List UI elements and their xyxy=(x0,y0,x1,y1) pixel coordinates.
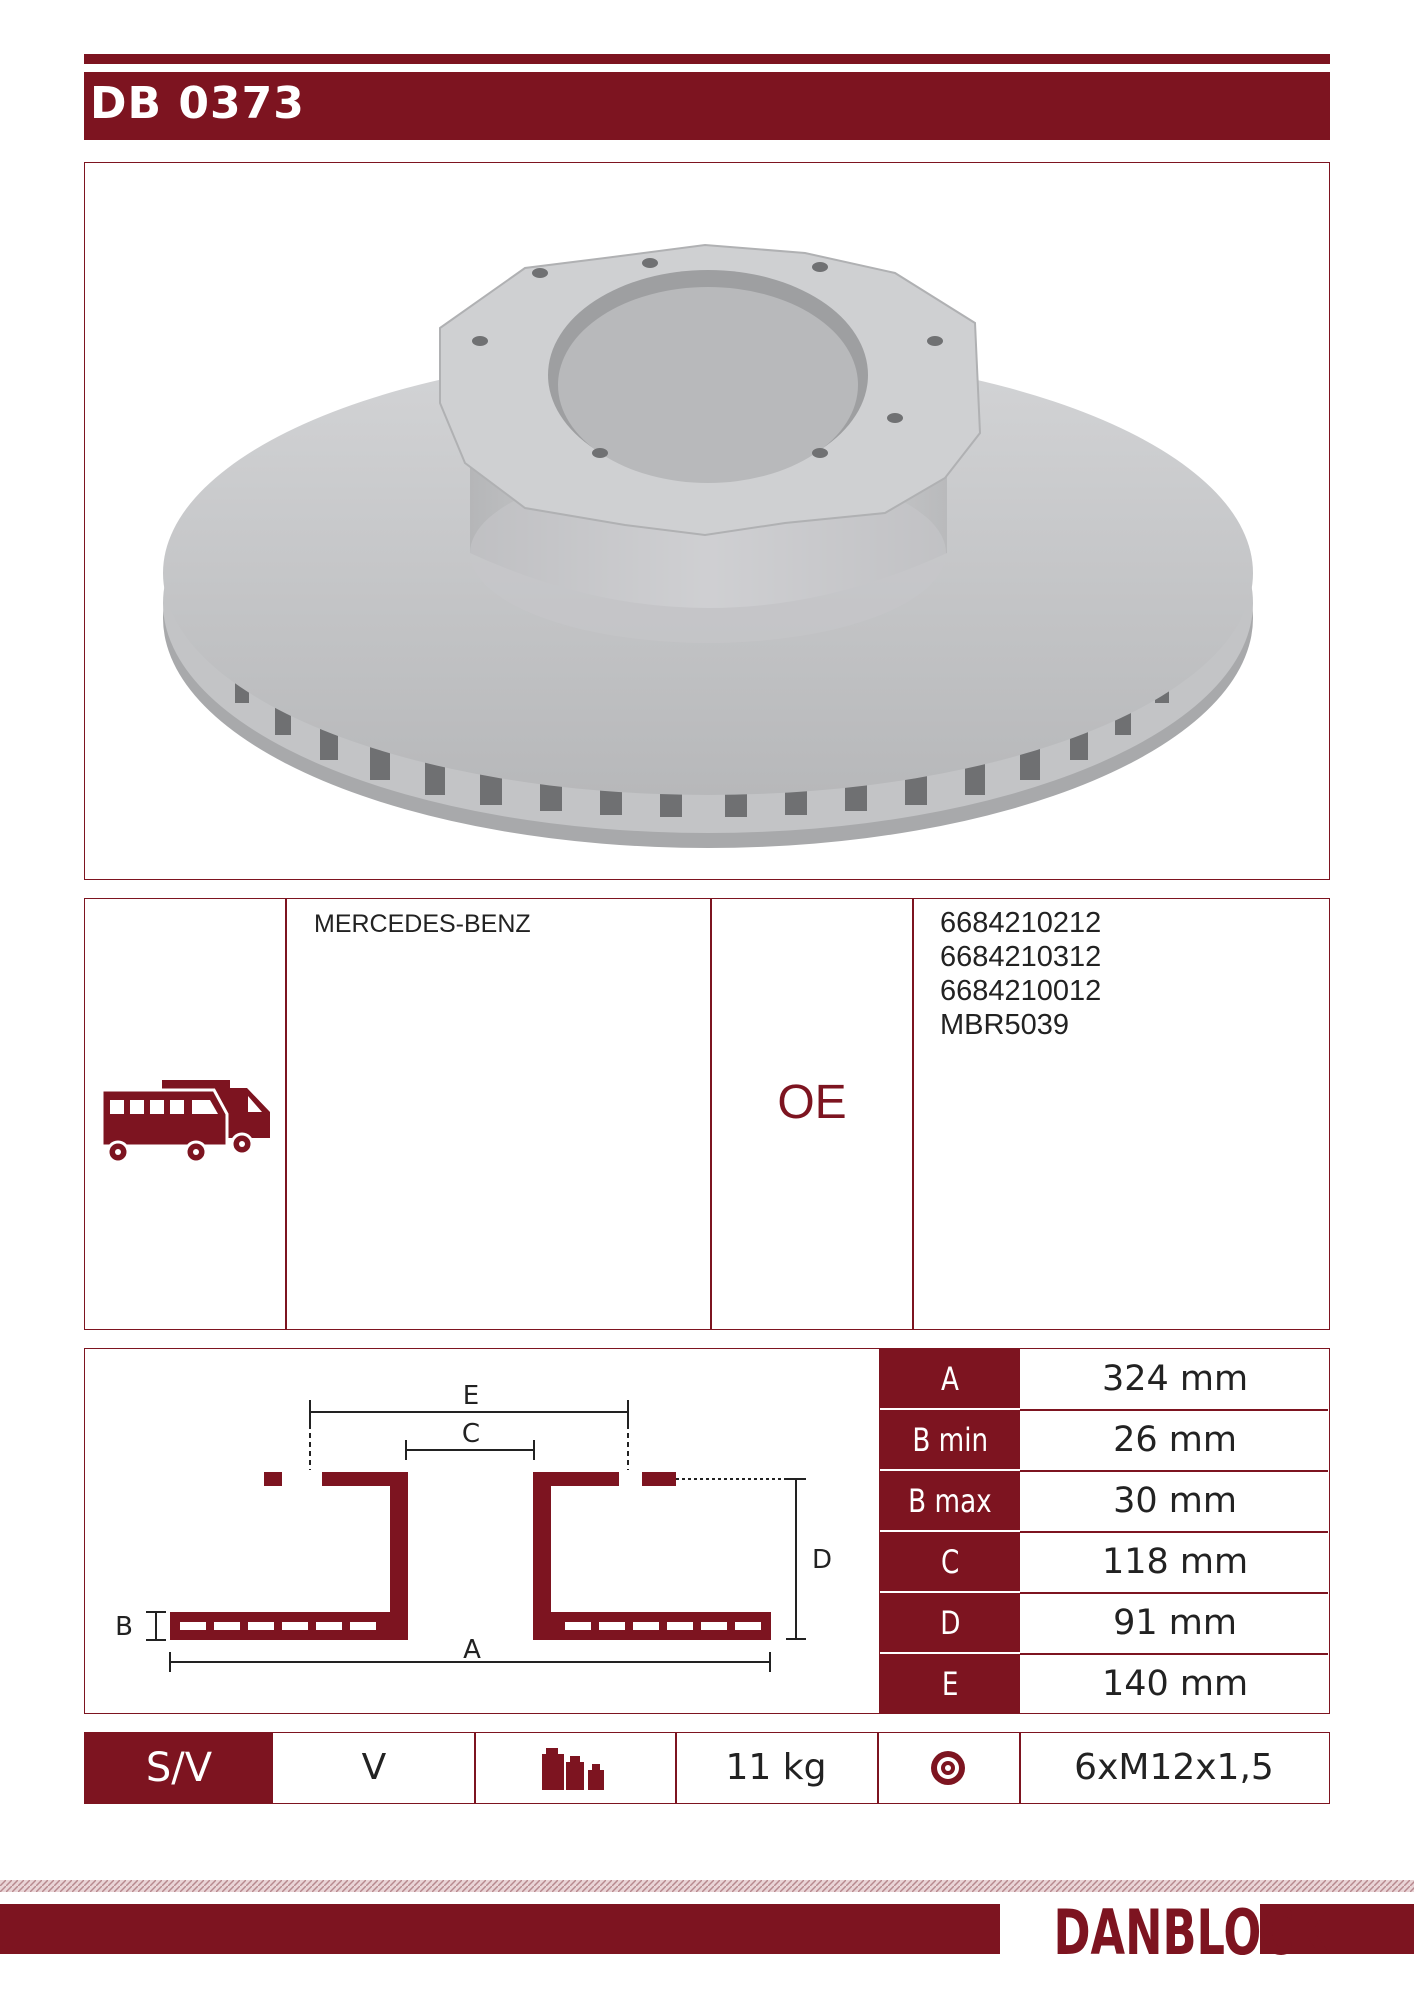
dimension-key xyxy=(880,1593,1020,1653)
dim-label-b: B xyxy=(115,1612,133,1642)
app-col-divider-1 xyxy=(285,898,287,1330)
dimension-value: 30 mm xyxy=(1113,1481,1237,1521)
dimension-key-text: C xyxy=(940,1543,960,1581)
row-divider xyxy=(1020,1409,1328,1411)
row-divider xyxy=(1020,1592,1328,1594)
oe-number: 6684210012 xyxy=(940,975,1102,1007)
dimension-key xyxy=(880,1471,1020,1531)
bolt-value: 6xM12x1,5 xyxy=(1074,1747,1274,1788)
brake-disc-image xyxy=(85,163,1328,878)
dimension-key xyxy=(880,1410,1020,1470)
dimension-key xyxy=(880,1654,1020,1714)
key-divider xyxy=(880,1591,1020,1593)
oe-number: MBR5039 xyxy=(940,1009,1069,1041)
oe-number: 6684210212 xyxy=(940,907,1102,939)
product-code: DB 0373 xyxy=(90,78,305,129)
dim-label-e: E xyxy=(462,1381,480,1411)
weights-icon xyxy=(540,1746,610,1792)
spec-divider xyxy=(877,1732,879,1804)
key-divider xyxy=(880,1408,1020,1410)
dimension-key-text: E xyxy=(941,1665,959,1703)
app-col-divider-3 xyxy=(912,898,914,1330)
row-divider xyxy=(1020,1653,1328,1655)
dim-label-a: A xyxy=(463,1635,481,1665)
oe-number-list xyxy=(940,906,1101,1042)
brand-logo xyxy=(1000,1896,1329,1969)
dimension-row-d xyxy=(880,1593,1328,1653)
oe-label: OE xyxy=(777,1076,847,1129)
dimension-key-text: A xyxy=(941,1360,959,1398)
row-divider xyxy=(1020,1470,1328,1472)
brand-name: DANBLOCK xyxy=(1053,1896,1329,1969)
bolt-circle-icon xyxy=(928,1748,968,1788)
vehicle-make: MERCEDES-BENZ xyxy=(314,910,531,938)
dimension-value: 118 mm xyxy=(1101,1542,1249,1582)
dimension-row-c xyxy=(880,1532,1328,1592)
dimension-row-b-max xyxy=(880,1471,1328,1531)
dimension-value: 26 mm xyxy=(1113,1420,1237,1460)
dim-label-c: C xyxy=(461,1419,481,1449)
footer-pattern xyxy=(0,1880,1414,1892)
oe-number: 6684210312 xyxy=(940,941,1102,973)
row-divider xyxy=(1020,1531,1328,1533)
key-divider xyxy=(880,1469,1020,1471)
dim-label-d: D xyxy=(811,1545,833,1575)
key-divider xyxy=(880,1530,1020,1532)
dimension-value: 91 mm xyxy=(1113,1603,1237,1643)
dimension-key-text: B min xyxy=(912,1421,988,1459)
dimension-key-text: B max xyxy=(908,1482,992,1520)
weight-value: 11 kg xyxy=(725,1747,827,1788)
dimension-row-a xyxy=(880,1349,1328,1409)
dimension-row-b-min xyxy=(880,1410,1328,1470)
cross-section-diagram xyxy=(100,1360,860,1700)
sv-label: S/V xyxy=(85,1733,273,1803)
product-image-frame xyxy=(84,162,1330,880)
sv-value: V xyxy=(361,1747,387,1788)
spec-divider xyxy=(474,1732,476,1804)
dimension-key xyxy=(880,1532,1020,1592)
dimension-row-e xyxy=(880,1654,1328,1714)
van-and-truck-icon xyxy=(102,1066,272,1162)
dimension-key-text: D xyxy=(939,1604,961,1642)
dimension-value: 140 mm xyxy=(1101,1664,1249,1704)
dimension-value: 324 mm xyxy=(1101,1359,1249,1399)
key-divider xyxy=(880,1652,1020,1654)
header-top-rule xyxy=(84,54,1330,64)
dimension-key xyxy=(880,1349,1020,1409)
